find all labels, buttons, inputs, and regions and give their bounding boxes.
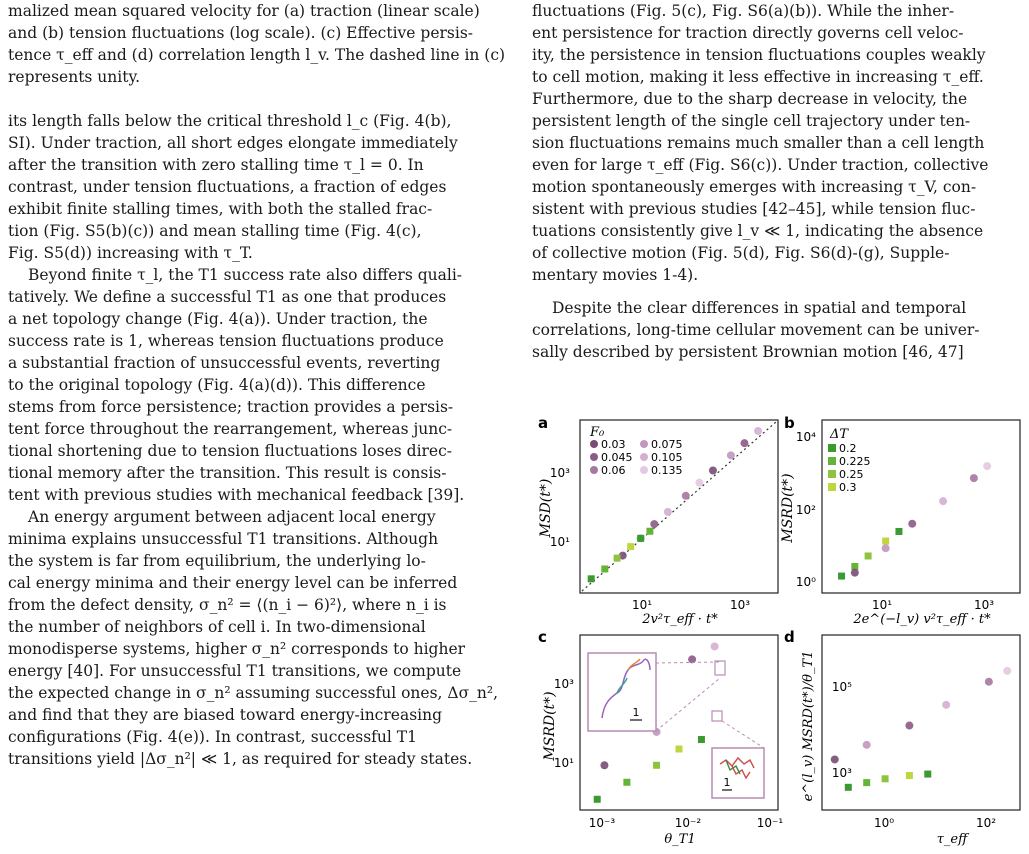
data-point [838, 573, 845, 580]
scalebar-label: 1 [632, 706, 640, 719]
text-line: monodisperse systems, higher σ_n² corresponds to higher [8, 640, 466, 658]
caption-line: malized mean squared velocity for (a) traction (linear scale) [8, 2, 480, 20]
paragraph [532, 0, 1021, 286]
text-line: tional shortening due to tension fluctuations loses direc- [8, 442, 453, 460]
text-line: sion fluctuations remains much smaller than a cell length [532, 134, 985, 152]
inset-connector [656, 678, 720, 731]
data-point [985, 678, 993, 686]
text-line: from the defect density, σ_n² = ⟨(n_i − 6)²⟩, where n_i is [8, 596, 447, 614]
legend-label: 0.105 [651, 451, 683, 464]
text-line: correlations, long-time cellular movement can be univer- [532, 321, 980, 339]
text-line: and find that they are biased toward energy-increasing [8, 706, 443, 724]
text-line: sally described by persistent Brownian motion [46, 47] [532, 343, 964, 361]
a-xtick-1: 10¹ [631, 598, 653, 612]
legend-label: 0.075 [651, 438, 683, 451]
data-point [983, 462, 991, 470]
data-point [627, 543, 634, 550]
data-point [882, 775, 889, 782]
data-point [601, 565, 608, 572]
figure-caption-fragment [8, 0, 514, 88]
legend-marker [828, 483, 836, 491]
text-line: Furthermore, due to the sharp decrease in velocity, the [532, 90, 968, 108]
text-line: motion spontaneously emerges with increasing τ_V, con- [532, 178, 977, 196]
data-point [863, 741, 871, 749]
data-point [740, 439, 748, 447]
d-ytick-1: 10⁵ [831, 680, 852, 694]
b-xtick-1: 10¹ [871, 598, 893, 612]
d-ytick-2: 10³ [831, 766, 852, 780]
b-ylabel: MSRD(t*) [780, 473, 796, 543]
data-point [695, 479, 703, 487]
text-line: Despite the clear differences in spatial and temporal [552, 299, 967, 317]
text-line: configurations (Fig. 4(e)). In contrast, successful T1 [8, 728, 417, 746]
text-line: mentary movies 1-4). [532, 266, 699, 284]
legend-label: 0.03 [601, 438, 626, 451]
legend-label: 0.06 [601, 464, 626, 477]
a-xlabel: 2v²τ_eff · t* [642, 612, 718, 627]
data-point [845, 784, 852, 791]
legend-label: 0.045 [601, 451, 633, 464]
legend-label: 0.2 [839, 442, 857, 455]
legend-marker [828, 444, 836, 452]
text-line: even for large τ_eff (Fig. S6(c)). Under traction, collective [532, 156, 989, 174]
legend-b-title: ΔT [830, 427, 849, 442]
data-point [614, 555, 621, 562]
legend-marker [828, 470, 836, 478]
data-point [600, 761, 608, 769]
data-point [939, 497, 947, 505]
data-point [637, 535, 644, 542]
data-point [882, 538, 889, 545]
legend-marker [590, 440, 598, 448]
text-line: a net topology change (Fig. 4(a)). Under traction, the [8, 310, 428, 328]
b-ytick-3: 10⁰ [795, 575, 816, 589]
text-line: energy [40]. For unsuccessful T1 transitions, we compute [8, 662, 462, 680]
text-line: stems from force persistence; traction provides a persis- [8, 398, 454, 416]
text-line: cal energy minima and their energy level can be inferred [8, 574, 458, 592]
legend-marker [640, 453, 648, 461]
text-line: of collective motion (Fig. 5(d), Fig. S6(d)-(g), Supple- [532, 244, 950, 262]
legend-marker [640, 466, 648, 474]
data-point [908, 520, 916, 528]
caption-line: and (b) tension fluctuations (log scale). (c) Effective persis- [8, 24, 474, 42]
text-line: An energy argument between adjacent local energy [28, 508, 436, 526]
panel-label-a: a [538, 414, 549, 432]
data-point [851, 569, 859, 577]
text-line: Fig. S5(d)) increasing with τ_T. [8, 244, 253, 262]
data-point [594, 796, 601, 803]
legend-marker [590, 466, 598, 474]
legend-label: 0.25 [839, 468, 864, 481]
data-point [727, 451, 735, 459]
text-line: Beyond finite τ_l, the T1 success rate also differs quali- [28, 266, 463, 284]
data-point [863, 779, 870, 786]
caption-line: represents unity. [8, 68, 141, 86]
data-point [882, 544, 890, 552]
a-xtick-2: 10³ [729, 598, 751, 612]
data-point [682, 492, 690, 500]
legend-marker [640, 440, 648, 448]
panel-label-d: d [784, 628, 795, 646]
text-line: fluctuations (Fig. 5(c), Fig. S6(a)(b)). While the inher- [532, 2, 955, 20]
text-line: SI). Under traction, all short edges elongate immediately [8, 134, 458, 152]
d-ylabel: e^(l_v) MSRD(t*)/θ_T1 [801, 650, 816, 802]
legend-marker [828, 457, 836, 465]
a-ytick-2: 10¹ [549, 535, 570, 549]
data-point [623, 779, 630, 786]
inset-connector [656, 662, 720, 663]
c-xlabel: θ_T1 [664, 832, 696, 847]
c-xtick-3: 10⁻¹ [756, 816, 784, 830]
text-line: tent with previous studies with mechanical feedback [39]. [8, 486, 465, 504]
data-point [698, 736, 705, 743]
data-point [924, 771, 931, 778]
panel-label-b: b [784, 414, 795, 432]
text-line: tent force throughout the rearrangement, whereas junc- [8, 420, 453, 438]
d-xlabel: τ_eff [936, 832, 968, 847]
text-line: the system is far from equilibrium, the underlying lo- [8, 552, 426, 570]
left-column [8, 0, 514, 770]
text-line: tatively. We define a successful T1 as one that produces [8, 288, 447, 306]
legend-b [828, 442, 871, 494]
legend-label: 0.225 [839, 455, 871, 468]
text-line: to the original topology (Fig. 4(a)(d)). This difference [8, 376, 426, 394]
text-line: a substantial fraction of unsuccessful events, reverting [8, 354, 441, 372]
text-line: ent persistence for traction directly governs cell veloc- [532, 24, 964, 42]
text-line: ity, the persistence in tension fluctuations couples weakly [532, 46, 986, 64]
data-point [906, 772, 913, 779]
data-point [646, 528, 653, 535]
data-point [650, 520, 658, 528]
legend-a [590, 438, 683, 477]
a-ytick-1: 10³ [549, 466, 570, 480]
c-ytick-1: 10³ [553, 677, 574, 691]
d-xtick-2: 10² [975, 816, 997, 830]
data-point [895, 528, 902, 535]
text-line: exhibit finite stalling times, with both the stalled frac- [8, 200, 433, 218]
legend-a-title: F₀ [590, 425, 605, 440]
b-ytick-2: 10² [795, 503, 816, 517]
inset-highlight-box [712, 711, 722, 721]
text-line: contrast, under tension fluctuations, a fraction of edges [8, 178, 447, 196]
text-line: after the transition with zero stalling time τ_l = 0. In [8, 156, 424, 174]
figure-5 [532, 408, 1029, 850]
text-line: the number of neighbors of cell i. In two-dimensional [8, 618, 426, 636]
paragraph [8, 506, 514, 770]
legend-label: 0.3 [839, 481, 857, 494]
d-xtick-1: 10⁰ [873, 816, 895, 830]
panel-d-points [831, 667, 1011, 791]
inset-highlight-box [715, 661, 725, 675]
legend-label: 0.135 [651, 464, 683, 477]
a-ylabel: MSD(t*) [538, 478, 554, 538]
text-line: success rate is 1, whereas tension fluctuations produce [8, 332, 444, 350]
figure-svg [532, 408, 1029, 850]
caption-line: tence τ_eff and (d) correlation length l_v. The dashed line in (c) [8, 46, 506, 64]
b-xlabel: 2e^(−l_v) v²τ_eff · t* [853, 612, 991, 627]
data-point [754, 427, 762, 435]
b-xtick-2: 10³ [973, 598, 995, 612]
data-point [865, 552, 872, 559]
data-point [664, 508, 672, 516]
b-ytick-1: 10⁴ [795, 430, 816, 444]
data-point [711, 642, 719, 650]
text-line: minima explains unsuccessful T1 transitions. Although [8, 530, 439, 548]
data-point [942, 701, 950, 709]
panel-d-frame [822, 635, 1020, 810]
data-point [831, 755, 839, 763]
data-point [905, 722, 913, 730]
inset-trajectory-traction [588, 653, 656, 731]
c-ylabel: MSRD(t*) [542, 691, 558, 761]
legend-marker [590, 453, 598, 461]
data-point [1003, 667, 1011, 675]
text-line: to cell motion, making it less effective in increasing τ_eff. [532, 68, 984, 86]
text-line: tuations consistently give l_v ≪ 1, indicating the absence [532, 222, 984, 240]
c-ytick-2: 10¹ [553, 756, 574, 770]
text-line: its length falls below the critical threshold l_c (Fig. 4(b), [8, 112, 452, 130]
inset-connector [722, 721, 764, 748]
text-line: transitions yield |Δσ_n²| ≪ 1, as required for steady states. [8, 750, 473, 768]
text-line: tional memory after the transition. This result is consis- [8, 464, 447, 482]
data-point [709, 466, 717, 474]
data-point [676, 745, 683, 752]
text-line: persistent length of the single cell trajectory under ten- [532, 112, 971, 130]
paragraph [532, 297, 1021, 363]
data-point [653, 762, 660, 769]
c-xtick-1: 10⁻³ [588, 816, 616, 830]
paragraph [8, 110, 514, 264]
paragraph [8, 264, 514, 506]
text-line: tion (Fig. S5(b)(c)) and mean stalling time (Fig. 4(c), [8, 222, 422, 240]
c-xtick-2: 10⁻² [674, 816, 702, 830]
right-column [532, 0, 1021, 363]
data-point [588, 575, 595, 582]
text-line: sistent with previous studies [42–45], while tension fluc- [532, 200, 976, 218]
text-line: the expected change in σ_n² assuming successful ones, Δσ_n², [8, 684, 499, 702]
scalebar-label: 1 [723, 776, 731, 789]
panel-label-c: c [538, 628, 547, 646]
data-point [970, 474, 978, 482]
